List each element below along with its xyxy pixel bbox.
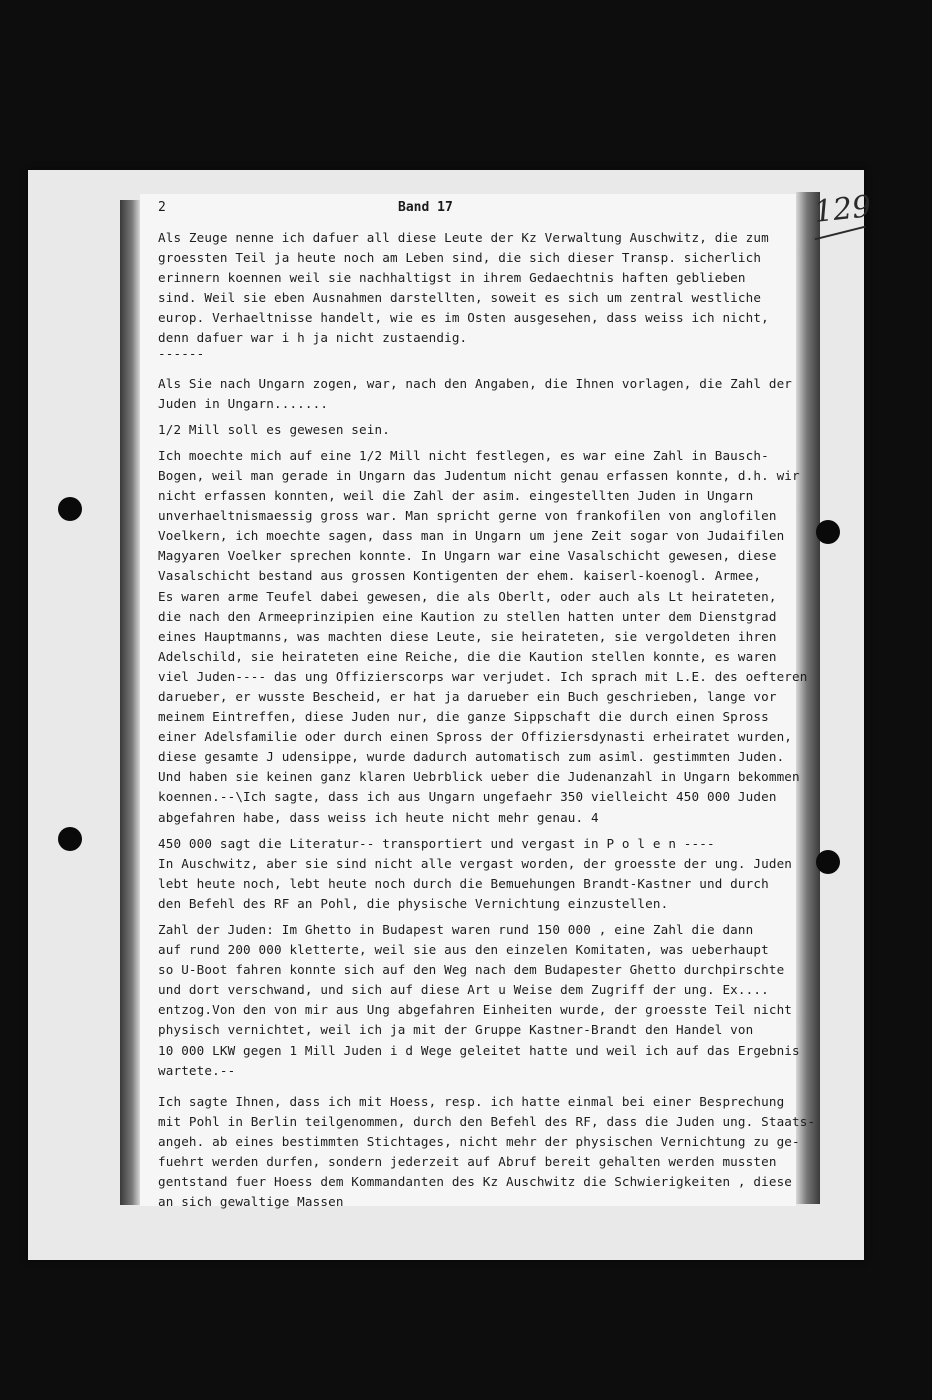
separator-line: ------ [158,345,205,361]
binding-shadow-left [120,200,140,1205]
paragraph [158,446,808,828]
text-line: groessten Teil ja heute noch am Leben sind, die sich dieser Transp. sicherlich [158,250,762,266]
text-line: koennen.--\Ich sagte, dass ich aus Ungarn ungefaehr 350 vielleicht 450 000 Juden [158,789,777,805]
text-line: meinem Eintreffen, diese Juden nur, die ganze Sippschaft die durch einen Spross [158,709,769,725]
text-line: eines Hauptmanns, was machten diese Leute, sie heirateten, sie vergoldeten ihren [158,628,777,644]
text-line: wartete.-- [158,1062,236,1078]
text-line: unverhaeltnismaessig gross war. Man spricht gerne von frankofilen von anglofilen [158,508,777,524]
text-line: In Auschwitz, aber sie sind nicht alle vergast worden, der groesste der ung. Juden [158,855,793,871]
paragraph [158,420,808,440]
punch-hole-right-top [816,520,840,544]
text-line: 10 000 LKW gegen 1 Mill Juden i d Wege geleitet hatte und weil ich auf das Ergebnis [158,1042,800,1058]
archive-folio-number: 129 [812,189,873,230]
page-number: 2 [158,200,166,215]
text-line: viel Juden---- das ung Offizierscorps war verjudet. Ich sprach mit L.E. des oefteren [158,668,808,684]
text-line: physisch vernichtet, weil ich ja mit der Gruppe Kastner-Brandt den Handel von [158,1022,754,1038]
text-line: Zahl der Juden: Im Ghetto in Budapest waren rund 150 000 , eine Zahl die dann [158,922,754,937]
paragraph [158,1092,816,1210]
paragraph-gap [158,1081,808,1092]
document-page [28,170,873,1260]
text-line: fuehrt werden durfen, sondern jederzeit auf Abruf bereit gehalten werden mussten [158,1154,777,1170]
text-line: nicht erfassen konnten, weil die Zahl der asim. eingestellten Juden in Ungarn [158,488,754,504]
text-line: an sich gewaltige Massen [158,1194,344,1210]
text-line: auf rund 200 000 kletterte, weil sie aus den einzelen Komitaten, was ueberhaupt [158,942,769,958]
volume-title: Band 17 [398,200,453,215]
text-line: 450 000 sagt die Literatur-- transportiert und vergast in P o l e n ---- [158,835,715,851]
text-line: Ich moechte mich auf eine 1/2 Mill nicht festlegen, es war eine Zahl in Bausch- [158,447,769,463]
punch-hole-right-bottom [816,850,840,874]
paragraph-gap [158,363,808,374]
punch-hole-left-bottom [58,827,82,851]
punch-hole-left-top [58,497,82,521]
text-line: darueber, er wusste Bescheid, er hat ja darueber ein Buch geschrieben, lange vor [158,688,777,704]
text-line: gentstand fuer Hoess dem Kommandanten des Kz Auschwitz die Schwierigkeiten , diese [158,1174,793,1190]
text-line: Als Sie nach Ungarn zogen, war, nach den Angaben, die Ihnen vorlagen, die Zahl der [158,375,793,391]
text-line: denn dafuer war i h ja nicht zustaendig. [158,330,468,346]
text-line: Ich sagte Ihnen, dass ich mit Hoess, resp. ich hatte einmal bei einer Besprechung [158,1093,785,1109]
text-line: angeh. ab eines bestimmten Stichtages, nicht mehr der physischen Vernichtung zu ge- [158,1133,800,1149]
page-header [158,200,798,220]
text-line: erinnern koennen weil sie nachhaltigst in ihrem Gedaechtnis haften geblieben [158,270,746,286]
text-line: mit Pohl in Berlin teilgenommen, durch den Befehl des RF, dass die Juden ung. Staats- [158,1113,816,1129]
paragraph [158,374,808,414]
paragraph [158,920,808,1081]
text-line: Magyaren Voelker sprechen konnte. In Ungarn war eine Vasalschicht gewesen, diese [158,548,777,564]
text-line: Bogen, weil man gerade in Ungarn das Judentum nicht genau erfassen konnte, d.h. wir [158,467,800,483]
text-line: diese gesamte J udensippe, wurde dadurch automatisch zum asiml. gestimmten Juden. [158,749,785,765]
text-line: Als Zeuge nenne ich dafuer all diese Leute der Kz Verwaltung Auschwitz, die zum [158,230,769,245]
paragraph [158,834,808,914]
text-line: 1/2 Mill soll es gewesen sein. [158,421,390,437]
text-line: Voelkern, ich moechte sagen, dass man in Ungarn um jene Zeit sogar von Judaifilen [158,528,785,544]
text-line: Und haben sie keinen ganz klaren Uebrblick ueber die Judenanzahl in Ungarn bekommen [158,769,800,785]
text-line: Adelschild, sie heirateten eine Reiche, die die Kaution stellen konnte, es waren [158,648,777,664]
text-line: einer Adelsfamilie oder durch einen Spross der Offiziersdynasti erheiratet wurden, [158,729,793,745]
text-line: entzog.Von den von mir aus Ung abgefahren Einheiten wurde, der groesste Teil nicht [158,1002,793,1018]
text-line: abgefahren habe, dass weiss ich heute nicht mehr genau. 4 [158,809,599,825]
text-line: und dort verschwand, und sich auf diese Art u Weise dem Zugriff der ung. Ex.... [158,982,769,998]
text-line: sind. Weil sie eben Ausnahmen darstellten, soweit es sich um zentral westliche [158,290,762,306]
text-line: europ. Verhaeltnisse handelt, wie es im Osten ausgesehen, dass weiss ich nicht, [158,310,769,326]
text-line: so U-Boot fahren konnte sich auf den Weg nach dem Budapester Ghetto durchpirschte [158,962,785,978]
text-line: den Befehl des RF an Pohl, die physische Vernichtung einzustellen. [158,895,669,911]
transcript-body [158,228,816,1210]
text-line: Vasalschicht bestand aus grossen Kontigenten der ehem. kaiserl-koenogl. Armee, [158,568,762,584]
text-line: lebt heute noch, lebt heute noch durch die Bemuehungen Brandt-Kastner und durch [158,875,769,891]
paragraph [158,228,808,363]
text-line: Juden in Ungarn....... [158,395,329,411]
text-line: die nach den Armeeprinzipien eine Kaution zu stellen hatten unter dem Dienstgrad [158,608,777,624]
text-line: Es waren arme Teufel dabei gewesen, die als Oberlt, oder auch als Lt heirateten, [158,588,777,604]
